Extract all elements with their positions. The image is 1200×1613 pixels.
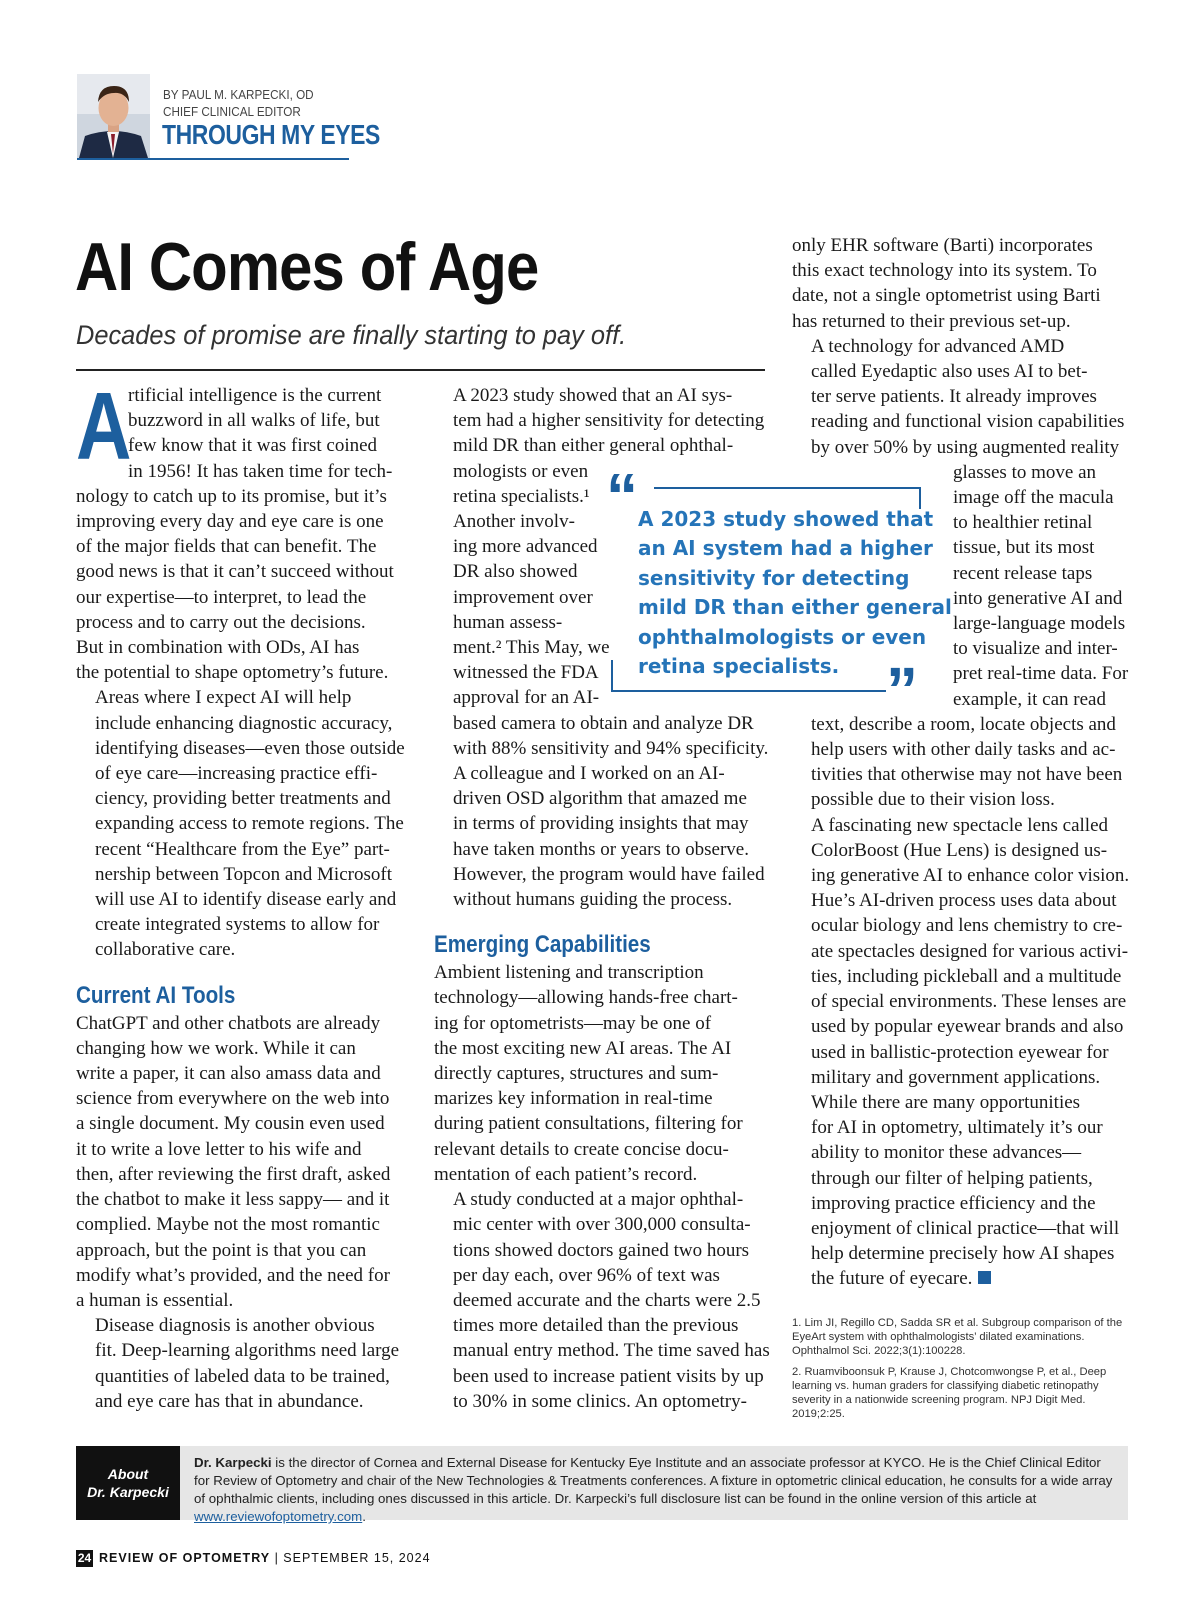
article-subtitle: Decades of promise are finally starting to pay off. (76, 320, 627, 350)
text-line: Another involv- (453, 511, 575, 533)
text-line: per day each, over 96% of text was (453, 1264, 720, 1286)
text-line: been used to increase patient visits by up (453, 1365, 764, 1387)
text-line: the most exciting new AI areas. The AI (434, 1037, 732, 1059)
pull-quote-text (638, 505, 952, 681)
text-line: enjoyment of clinical practice—that will (811, 1217, 1120, 1239)
footnote: 1. Lim JI, Regillo CD, Sadda SR et al. Subgroup comparison of the EyeArt system with ophthalmologists’ dilated examinations. Ophthalmol Sci. 2022;3(1):100228. (792, 1317, 1123, 1357)
column-name: THROUGH MY EYES (162, 119, 380, 150)
text-line: identifying diseases—even those outside (95, 737, 405, 759)
paragraph (792, 813, 1128, 1090)
text-line: date, not a single optometrist using Barti (792, 285, 1101, 307)
text-line: an AI system had a higher (638, 536, 933, 561)
text-line: ment.² This May, we (453, 637, 610, 659)
text-line: into generative AI and (953, 587, 1123, 609)
text-line: write a paper, it can also amass data and (76, 1063, 381, 1085)
text-line: during patient consultations, filtering for (434, 1113, 743, 1135)
about-trailing: . (362, 1509, 366, 1524)
text-line: tions showed doctors gained two hours (453, 1239, 750, 1261)
text-line: times more detailed than the previous (453, 1315, 739, 1337)
publication-name: REVIEW OF OPTOMETRY (99, 1551, 271, 1565)
footer-publication (99, 1550, 431, 1567)
paragraph (434, 960, 769, 1187)
about-author-label (76, 1446, 180, 1520)
text-line: ing for optometrists—may be one of (434, 1012, 712, 1034)
text-line: directly captures, structures and sum- (434, 1063, 719, 1085)
paragraph (792, 233, 1128, 334)
text-line: buzzword in all walks of life, but (128, 410, 380, 432)
text-line: ing more advanced (453, 536, 598, 558)
end-of-article-icon (978, 1271, 991, 1284)
article-title: AI Comes of Age (75, 229, 539, 305)
text-line: has returned to their previous set-up. (792, 310, 1071, 332)
text-line: this exact technology into its system. To (792, 260, 1097, 282)
text-line: create integrated systems to allow for (95, 914, 380, 936)
text-line: rtificial intelligence is the current (128, 385, 382, 406)
text-line: science from everywhere on the web into (76, 1088, 390, 1110)
text-line: retina specialists.¹ (453, 485, 590, 507)
text-line: A 2023 study showed that an AI sys- (453, 385, 733, 406)
text-line: While there are many opportunities (811, 1091, 1081, 1113)
header-divider (77, 158, 349, 160)
text-line: and eye care has that in abundance. (95, 1390, 364, 1412)
text-line: deemed accurate and the charts were 2.5 (453, 1289, 761, 1311)
text-line: sensitivity for detecting (638, 565, 910, 590)
text-line: But in combination with ODs, AI has (76, 637, 360, 659)
pull-quote-border-left (611, 660, 613, 690)
author-byline: BY PAUL M. KARPECKI, OD (163, 87, 314, 102)
text-line: However, the program would have failed (453, 863, 765, 885)
text-line: ter serve patients. It already improves (811, 386, 1097, 408)
text-line: through our filter of helping patients, (811, 1167, 1093, 1189)
text-line: the chatbot to make it less sappy— and it (76, 1189, 390, 1211)
about-author-text: is the director of Cornea and External Disease for Kentucky Eye Institute and an associate professor at KYCO. He is the Chief Clinical Editor for Review of Optometry and chair of the New Technologies & Treatments conferences. A fixture in optometric clinical education, he consults for a wide array of ophthalmic clients, including ones discussed in this article. Dr. Karpecki’s full disclosure list can be found in the online version of this article at (194, 1455, 1113, 1506)
text-line: Ambient listening and transcription (434, 962, 704, 984)
text-line: DR also showed (453, 561, 578, 583)
page-number: 24 (77, 1551, 92, 1565)
text-line: ophthalmologists or even (638, 624, 927, 649)
open-quote-icon: “ (606, 460, 638, 532)
text-line: used by popular eyewear brands and also (811, 1016, 1124, 1038)
text-line: help users with other daily tasks and ac- (811, 739, 1116, 761)
text-line: driven OSD algorithm that amazed me (453, 788, 747, 810)
title-divider (76, 369, 765, 371)
text-line: in terms of providing insights that may (453, 813, 749, 835)
text-line: nology to catch up to its promise, but it’s (76, 485, 387, 507)
footnotes (792, 1316, 1128, 1428)
drop-cap: A (76, 373, 132, 480)
text-line: improving every day and eye care is one (76, 511, 384, 533)
text-line: changing how we work. While it can (76, 1037, 356, 1059)
section-heading-current-ai-tools: Current AI Tools (76, 981, 236, 1009)
text-line: improvement over (453, 586, 593, 608)
about-author-body (180, 1446, 1128, 1524)
byline (163, 86, 314, 120)
text-line: witnessed the FDA (453, 662, 599, 684)
text-line: to 30% in some clinics. An optometry- (453, 1390, 747, 1412)
text-line: recent release taps (953, 562, 1093, 584)
text-line: large-language models (953, 613, 1126, 635)
text-line: of special environments. These lenses are (811, 991, 1127, 1013)
paragraph (792, 1090, 1128, 1292)
paragraph (434, 1187, 769, 1414)
author-photo (77, 74, 150, 158)
website-link[interactable]: www.reviewofoptometry.com (194, 1509, 363, 1524)
text-line: marizes key information in real-time (434, 1088, 713, 1110)
text-line: collaborative care. (95, 939, 236, 961)
text-line: based camera to obtain and analyze DR (453, 712, 754, 734)
text-line: pret real-time data. For (953, 663, 1129, 685)
text-line: without humans guiding the process. (453, 889, 733, 911)
text-line: A 2023 study showed that (638, 507, 934, 531)
text-line: approach, but the point is that you can (76, 1239, 367, 1261)
text-line: mild DR than either general (638, 595, 952, 620)
text-line: used in ballistic-protection eyewear for (811, 1041, 1109, 1063)
article-column-3 (792, 233, 1128, 1292)
text-line: our expertise—to interpret, to lead the (76, 586, 367, 608)
text-line: quantities of labeled data to be trained, (95, 1365, 390, 1387)
paragraph (76, 685, 410, 962)
text-line: tivities that otherwise may not have been (811, 764, 1123, 786)
text-line: ate spectacles designed for various activi- (811, 940, 1129, 962)
text-line: to healthier retinal (953, 512, 1093, 534)
article-column-1 (76, 373, 410, 1414)
text-line: improving practice efficiency and the (811, 1192, 1096, 1214)
text-line: mentation of each patient’s record. (434, 1163, 698, 1185)
text-line: ocular biology and lens chemistry to cre- (811, 915, 1123, 937)
text-line: manual entry method. The time saved has (453, 1340, 770, 1362)
author-role: CHIEF CLINICAL EDITOR (163, 104, 301, 119)
text-line: tem had a higher sensitivity for detecting (453, 410, 765, 432)
text-line: image off the macula (953, 487, 1114, 509)
text-line: glasses to move an (953, 461, 1097, 483)
pull-quote-border-bottom (611, 690, 886, 692)
text-line: military and government applications. (811, 1066, 1101, 1088)
text-line: retina specialists. (638, 654, 840, 679)
text-line: will use AI to identify disease early and (95, 889, 397, 911)
text-line: include enhancing diagnostic accuracy, (95, 712, 393, 734)
about-author-name: Dr. Karpecki (194, 1455, 272, 1470)
text-line: ChatGPT and other chatbots are already (76, 1012, 381, 1034)
text-line: fit. Deep-learning algorithms need large (95, 1340, 400, 1362)
paragraph (76, 1313, 410, 1414)
text-line: text, describe a room, locate objects and (811, 713, 1116, 735)
text-line: mologists or even (453, 460, 589, 482)
paragraph (76, 1011, 410, 1313)
footnote: 2. Ruamviboonsuk P, Krause J, Chotcomwongse P, et al., Deep learning vs. human graders for classifying diabetic retinopathy severity in a nationwide screening program. NPJ Digit Med. 2019;2:25. (792, 1366, 1107, 1420)
publication-date: SEPTEMBER 15, 2024 (283, 1551, 431, 1565)
text-line: possible due to their vision loss. (811, 789, 1055, 811)
text-line: recent “Healthcare from the Eye” part- (95, 838, 390, 860)
text-line: expanding access to remote regions. The (95, 813, 404, 835)
text-line: approval for an AI- (453, 687, 600, 709)
text-line: complied. Maybe not the most romantic (76, 1214, 380, 1236)
text-line: of eye care—increasing practice effi- (95, 763, 378, 785)
text-line: nership between Topcon and Microsoft (95, 863, 392, 885)
text-line: help determine precisely how AI shapes (811, 1243, 1115, 1265)
text-line: ing generative AI to enhance color vision. (811, 865, 1130, 887)
text-line: have taken months or years to observe. (453, 838, 749, 860)
text-line: A fascinating new spectacle lens called (811, 814, 1109, 836)
text-line: only EHR software (Barti) incorporates (792, 235, 1093, 256)
text-line: of the major fields that can benefit. The (76, 536, 377, 558)
author-portrait-illustration (77, 74, 150, 158)
text-line: in 1956! It has taken time for tech- (128, 460, 393, 482)
close-quote-icon: ” (886, 654, 918, 726)
text-line: A technology for advanced AMD (811, 335, 1065, 357)
text-line: Hue’s AI-driven process uses data about (811, 890, 1117, 912)
text-line: to visualize and inter- (953, 638, 1118, 660)
text-line: the future of eyecare. (792, 1266, 1128, 1291)
text-line: reading and functional vision capabilities (811, 411, 1125, 433)
about-label-line: Dr. Karpecki (87, 1484, 169, 1500)
text-line: for AI in optometry, ultimately it’s our (811, 1117, 1103, 1139)
paragraph (76, 484, 410, 686)
text-line: a single document. My cousin even used (76, 1113, 385, 1135)
paragraph (76, 373, 410, 484)
text-line: process and to carry out the decisions. (76, 611, 366, 633)
text-line: relevant details to create concise docu- (434, 1138, 729, 1160)
paragraph (434, 761, 769, 912)
section-heading-emerging-capabilities: Emerging Capabilities (434, 931, 651, 959)
text-line: good news is that it can’t succeed without (76, 561, 394, 583)
text-line: it to write a love letter to his wife and (76, 1138, 362, 1160)
text-line: A colleague and I worked on an AI- (453, 763, 725, 785)
about-label-line: About (107, 1466, 149, 1482)
text-line: mic center with over 300,000 consulta- (453, 1214, 751, 1236)
text-line: Disease diagnosis is another obvious (95, 1315, 375, 1337)
text-line: technology—allowing hands-free chart- (434, 987, 738, 1009)
text-line: Areas where I expect AI will help (95, 687, 352, 709)
text-line: mild DR than either general ophthal- (453, 435, 734, 457)
text-line: by over 50% by using augmented reality (811, 436, 1120, 458)
text-line: A study conducted at a major ophthal- (453, 1189, 744, 1211)
text-line: few know that it was first coined (128, 435, 378, 457)
text-line: ties, including pickleball and a multitude (811, 965, 1122, 987)
text-line: modify what’s provided, and the need for (76, 1264, 390, 1286)
text-line: ColorBoost (Hue Lens) is designed us- (811, 839, 1108, 861)
text-line: human assess- (453, 611, 563, 633)
text-line: example, it can read (953, 688, 1106, 710)
text-line: called Eyedaptic also uses AI to bet- (811, 361, 1088, 383)
text-line: tissue, but its most (953, 537, 1095, 559)
text-line: a human is essential. (76, 1289, 234, 1311)
text-line: then, after reviewing the first draft, asked (76, 1163, 391, 1185)
text-line: the potential to shape optometry’s future. (76, 662, 389, 684)
footer-separator: | (270, 1551, 284, 1565)
text-line: ciency, providing better treatments and (95, 788, 391, 810)
pull-quote-border-top (654, 487, 920, 489)
text-line: ability to monitor these advances— (811, 1142, 1082, 1164)
text-line: with 88% sensitivity and 94% specificity. (453, 737, 769, 759)
